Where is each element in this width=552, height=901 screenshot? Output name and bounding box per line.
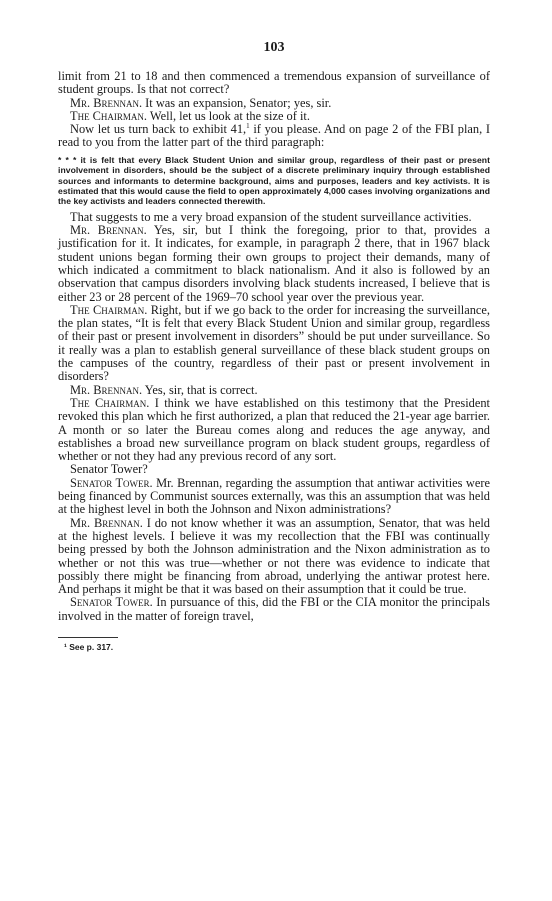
paragraph: That suggests to me a very broad expansion of the student surveillance activities.	[70, 209, 472, 224]
footnote: ¹ See p. 317.	[64, 642, 114, 653]
speaker-name: Mr. Brennan.	[70, 223, 147, 238]
footnote-marker: 1	[246, 122, 250, 131]
paragraph: Senator Tower. In pursuance of this, did the FBI or the CIA monitor the principals involved in the matter of foreign travel,	[58, 595, 490, 623]
paragraph: Mr. Brennan. Yes, sir, that is correct.	[70, 382, 258, 397]
paragraph: limit from 21 to 18 and then commenced a tremendous expansion of surveillance of student groups. Is that not correct?	[58, 69, 490, 97]
footnote-divider	[58, 637, 118, 638]
paragraph: Senator Tower?	[70, 462, 148, 477]
paragraph: Mr. Brennan. Yes, sir, but I think the foregoing, prior to that, provides a justification for it. It indicates, for example, in paragraph 2 there, that in 1967 black student unions began forming their own groups to project their demands, many of which indicated a commitment to black nationalism. And it also is followed by an observation that campus disorders involving black students increased, I believe that is either 23 or 28 percent of the 1969–70 school year over the previous year.	[58, 223, 490, 304]
speaker-name: Senator Tower.	[70, 475, 153, 490]
paragraph: The Chairman. Right, but if we go back to the order for increasing the surveillance, the plan states, “It is felt that every Black Student Union and similar group, regardless of their past or present involvement in disorders” should be put under surveillance. So it really was a plan to establish general surveillance of these black student groups on the campuses of the country, regardless of their past or present involvement in disorders?	[58, 302, 491, 384]
paragraph: Senator Tower. Mr. Brennan, regarding the assumption that antiwar activities were being financed by Communist sources externally, was this an assumption that was held at the highest level in both the Johnson and Nixon administrations?	[58, 475, 490, 517]
paragraph: The Chairman. Well, let us look at the size of it.	[70, 108, 310, 123]
speaker-name: The Chairman.	[70, 302, 148, 317]
speaker-name: Mr. Brennan.	[70, 382, 143, 397]
paragraph: Now let us turn back to exhibit 41,$^1$ if you please. And on page 2 of the FBI plan, I read to you from the latter part of the third paragraph:	[58, 122, 490, 150]
paragraph: The Chairman. I think we have established on this testimony that the President revoked this plan which he first authorized, a plan that reduced the 21-year age barrier. A month or so later the Bureau comes along and reduces the age anyway, and establishes a broad new surveillance program on black student groups, regardless of whether or not they had any previous record of any sort.	[58, 395, 490, 464]
speaker-name: Senator Tower.	[70, 595, 153, 610]
paragraph: Mr. Brennan. I do not know whether it was an assumption, Senator, that was held at the highest levels. I believe it was my recollection that the FBI was continually being pressed by both the Johnson administration and the Nixon administration as to whether or not this was true—whether or not there was evidence to indicate that possibly there might be financing from abroad, underlying the antiwar protest here. And perhaps it might be that it was based on their assumption that it could be true.	[58, 515, 491, 597]
speaker-name: Mr. Brennan.	[70, 95, 143, 110]
speaker-name: The Chairman.	[70, 108, 148, 123]
document-page	[58, 40, 490, 652]
paragraph: Mr. Brennan. It was an expansion, Senator; yes, sir.	[70, 95, 332, 110]
speaker-name: The Chairman.	[70, 395, 150, 410]
page-number: 103	[263, 40, 285, 55]
speaker-name: Mr. Brennan.	[70, 515, 143, 530]
block-quote: * * * it is felt that every Black Student Union and similar group, regardless of their past or present involvement in disorders, should be the subject of a discrete preliminary inquiry through established sources and informants to determine background, aims and purposes, leaders and key activists. It is estimated that this would cause the field to open approximately 4,000 cases involving organizations and the key activists and leaders connected therewith.	[58, 154, 490, 207]
